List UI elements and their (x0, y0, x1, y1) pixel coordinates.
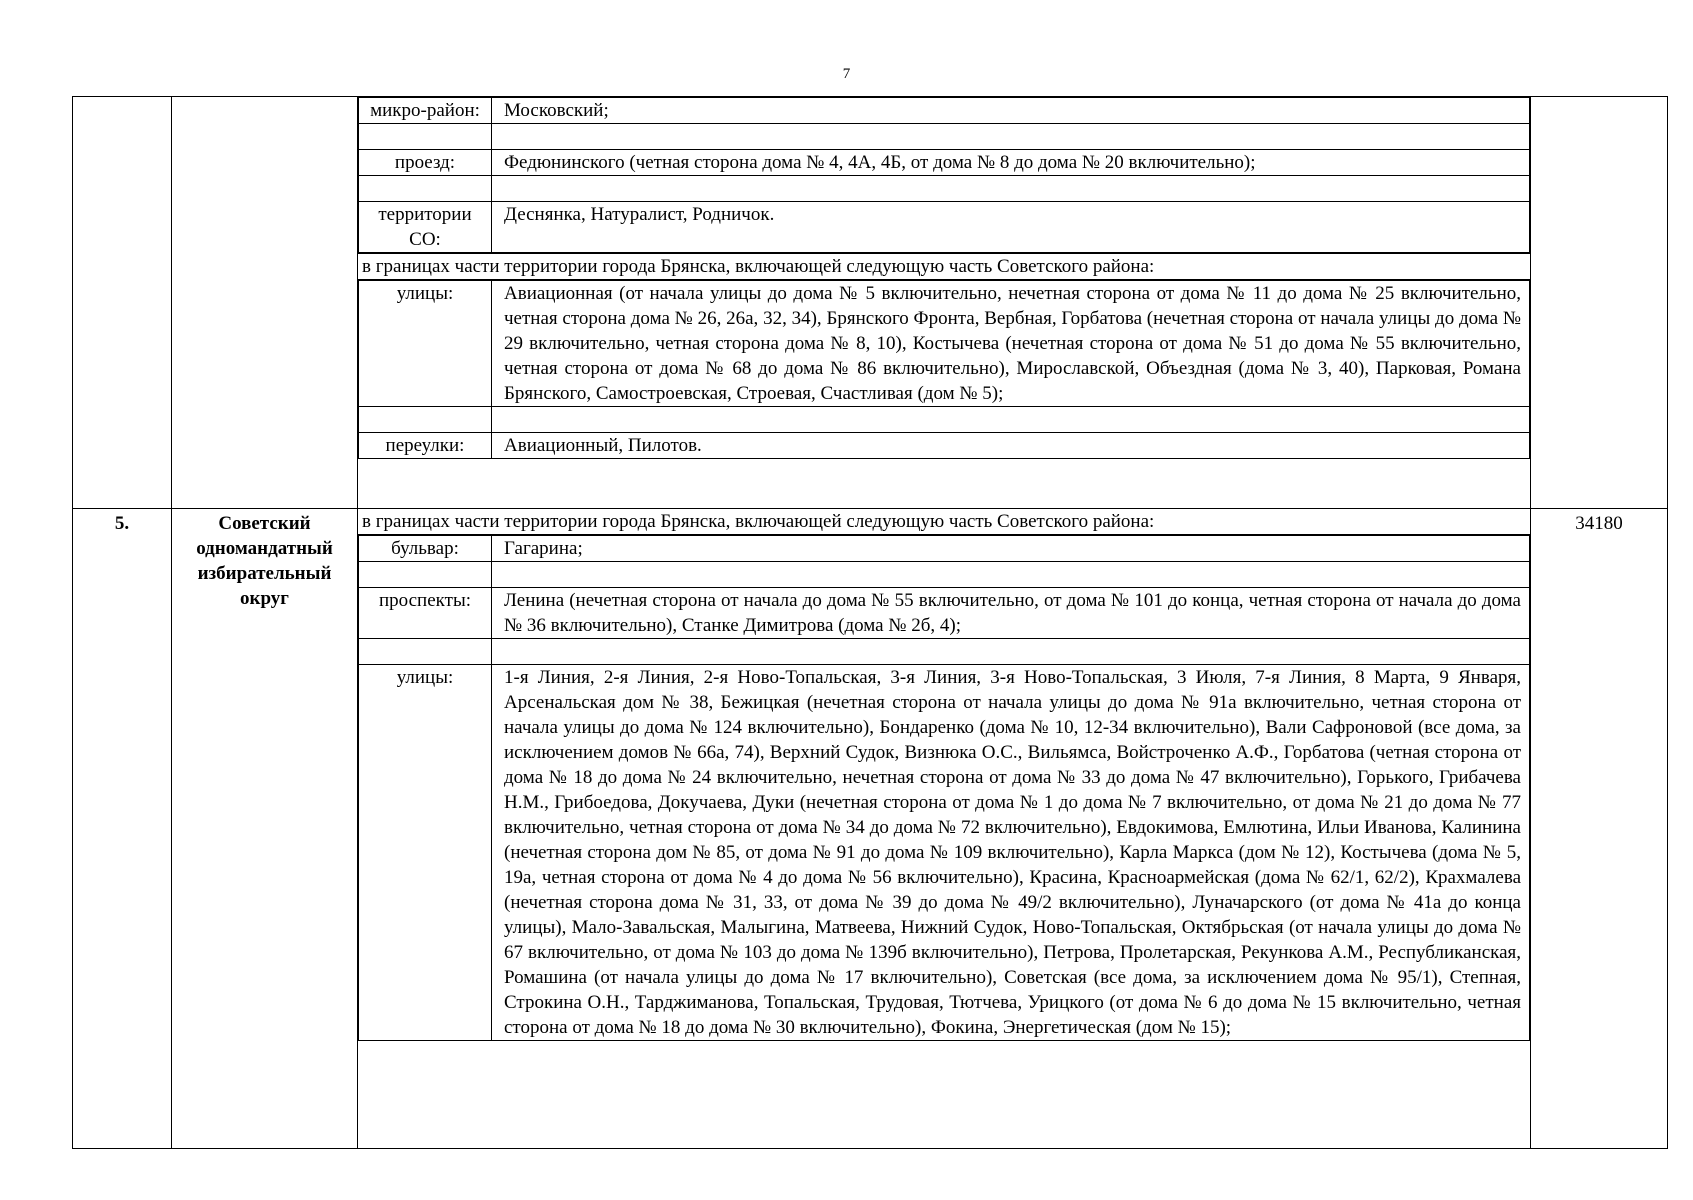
entry-label: микро-район: (359, 98, 492, 124)
okrug-name-cell: Советский одномандатный избирательный округ (172, 509, 358, 1149)
entry-value: Деснянка, Натуралист, Родничок. (492, 202, 1530, 253)
population-cell (1531, 97, 1668, 509)
entry-label: территории СО: (359, 202, 492, 253)
entry-row (359, 281, 1530, 407)
entry-value: Гагарина; (492, 536, 1530, 562)
entry-row (359, 433, 1530, 459)
entry-row (359, 588, 1530, 639)
entry-value: Московский; (492, 98, 1530, 124)
districts-table (72, 96, 1668, 1149)
entry-label: бульвар: (359, 536, 492, 562)
boundaries-cell (358, 509, 1531, 1149)
okrug-name-cell (172, 97, 358, 509)
spacer (359, 407, 1530, 433)
entry-value: Авиационная (от начала улицы до дома № 5 включительно, нечетная сторона от дома № 11 до дома № 25 включительно, четная сторона дома № 26, 26а, 32, 34), Брянского Фронта, Вербная, Горбатова (нечетная сторона от начала улицы до дома № 29 включительно, четная сторона дома № 8, 10), Костычева (нечетная сторона от дома № 51 до дома № 55 включительно, четная сторона от дома № 68 до дома № 86 включительно), Мирославской, Объездная (дома № 3, 40), Парковая, Романа Брянского, Самостроевская, Строевая, Счастливая (дом № 5); (492, 281, 1530, 407)
spacer (359, 176, 1530, 202)
table-row (73, 97, 1668, 509)
entry-label: улицы: (359, 281, 492, 407)
boundary-block (358, 535, 1530, 1041)
spacer (359, 562, 1530, 588)
row-number-cell (73, 97, 172, 509)
entry-row (359, 536, 1530, 562)
entry-row (359, 665, 1530, 1041)
block-header: в границах части территории города Брянска, включающей следующую часть Советского района: (358, 253, 1530, 280)
boundary-block (358, 97, 1530, 253)
entry-row (359, 150, 1530, 176)
entry-row (359, 202, 1530, 253)
spacer (359, 639, 1530, 665)
row-number-cell: 5. (73, 509, 172, 1149)
entry-label: улицы: (359, 665, 492, 1041)
page-number: 7 (842, 66, 851, 82)
entry-value: Федюнинского (четная сторона дома № 4, 4А, 4Б, от дома № 8 до дома № 20 включительно); (492, 150, 1530, 176)
population-cell: 34180 (1531, 509, 1668, 1149)
table-row (73, 509, 1668, 1149)
entry-value: Ленина (нечетная сторона от начала до дома № 55 включительно, от дома № 101 до конца, четная сторона от начала до дома № 36 включительно), Станке Димитрова (дома № 2б, 4); (492, 588, 1530, 639)
entry-value: 1-я Линия, 2-я Линия, 2-я Ново-Топальская, 3-я Линия, 3-я Ново-Топальская, 3 Июля, 7-я Линия, 8 Марта, 9 Января, Арсенальская дом № 38, Бежицкая (нечетная сторона от начала улицы до дома № 91а включительно, четная сторона от начала улицы до дома № 124 включительно), Бондаренко (дома № 10, 12-34 включительно), Вали Сафроновой (все дома, за исключением домов № 66а, 74), Верхний Судок, Визнюка О.С., Вильямса, Войстроченко А.Ф., Горбатова (четная сторона от дома № 18 до дома № 24 включительно, нечетная сторона от дома № 33 до дома № 47 включительно), Горького, Грибачева Н.М., Грибоедова, Докучаева, Дуки (нечетная сторона от дома № 1 до дома № 7 включительно, от дома № 21 до дома № 77 включительно, четная сторона от дома № 34 до дома № 72 включительно), Евдокимова, Емлютина, Ильи Иванова, Калинина (нечетная сторона дом № 85, от дома № 91 до дома № 109 включительно), Карла Маркса (дом № 12), Костычева (дома № 5, 19а, четная сторона от дома № 4 до дома № 56 включительно), Красина, Красноармейская (дома № 62/1, 62/2), Крахмалева (нечетная сторона дома № 31, 33, от дома № 39 до дома № 49/2 включительно), Луначарского (от дома № 41а до конца улицы), Мало-Завальская, Малыгина, Матвеева, Нижний Судок, Ново-Топальская, Октябрьская (от начала улицы до дома № 67 включительно, от дома № 103 до дома № 139б включительно), Петрова, Пролетарская, Рекункова А.М., Республиканская, Ромашина (от начала улицы до дома № 17 включительно), Советская (все дома, за исключением дома № 95/1), Степная, Строкина О.Н., Тарджиманова, Топальская, Трудовая, Тютчева, Урицкого (от дома № 6 до дома № 15 включительно, четная сторона от дома № 18 до дома № 30 включительно), Фокина, Энергетическая (дом № 15); (492, 665, 1530, 1041)
boundaries-cell (358, 97, 1531, 509)
entry-row (359, 98, 1530, 124)
spacer (359, 124, 1530, 150)
entry-value: Авиационный, Пилотов. (492, 433, 1530, 459)
boundary-block (358, 280, 1530, 459)
entry-label: проспекты: (359, 588, 492, 639)
entry-label: проезд: (359, 150, 492, 176)
entry-label: переулки: (359, 433, 492, 459)
block-header: в границах части территории города Брянска, включающей следующую часть Советского района: (358, 509, 1530, 535)
